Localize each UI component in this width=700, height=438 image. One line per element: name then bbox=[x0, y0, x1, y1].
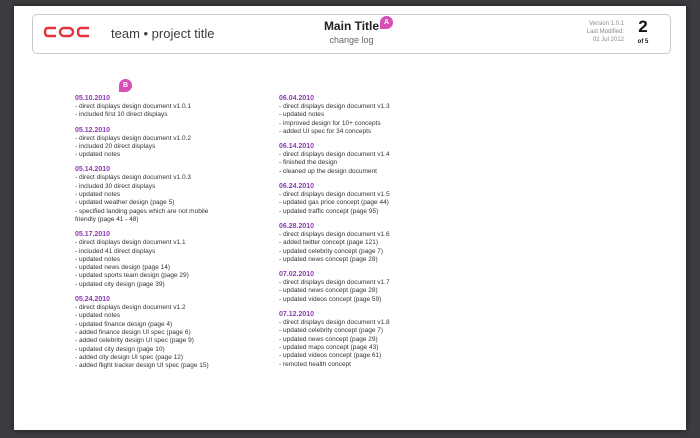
changelog-item: - updated notes bbox=[75, 255, 121, 263]
changelog-entry bbox=[279, 95, 474, 136]
changelog-item: - direct displays design document v1.0.2 bbox=[75, 134, 191, 142]
changelog-entry bbox=[75, 296, 270, 370]
changelog-item: - updated celebrity concept (page 7) bbox=[279, 327, 384, 335]
changelog-date: 05.14.2010 bbox=[75, 166, 111, 174]
last-modified-label: Last Modified: bbox=[586, 29, 624, 35]
last-modified-date: 02 Jul 2012 bbox=[592, 37, 624, 43]
changelog-item: - direct displays design document v1.4 bbox=[279, 151, 390, 159]
annotation-badge-a[interactable]: A bbox=[380, 16, 393, 29]
changelog-item: - updated videos concept (page 59) bbox=[279, 295, 382, 303]
changelog-item: - updated city design (page 10) bbox=[75, 345, 165, 353]
changelog-entry bbox=[279, 143, 474, 176]
page-total: of 5 bbox=[637, 39, 649, 45]
changelog-item: - updated notes bbox=[75, 312, 121, 320]
changelog-date: 05.24.2010 bbox=[75, 296, 111, 304]
changelog-column-left bbox=[75, 95, 270, 377]
changelog-item: - improved design for 10+ concepts bbox=[279, 119, 381, 127]
changelog-date: 06.28.2010 bbox=[279, 222, 315, 230]
changelog-item: - included first 10 direct displays bbox=[75, 111, 168, 119]
changelog-item: - included 20 direct displays bbox=[75, 142, 156, 150]
changelog-date: 05.17.2010 bbox=[75, 231, 111, 239]
changelog-entry bbox=[279, 311, 474, 369]
changelog-item: - added flight tracker design UI spec (page 15) bbox=[75, 362, 209, 370]
changelog-item: - updated weather design (page 5) bbox=[75, 199, 175, 207]
changelog-entry bbox=[279, 183, 474, 216]
changelog-column-right bbox=[279, 95, 474, 376]
changelog-item: - updated news concept (page 28) bbox=[279, 255, 378, 263]
changelog-item: - finished the design bbox=[279, 159, 338, 167]
changelog-entry bbox=[279, 223, 474, 264]
changelog-item: - updated notes bbox=[75, 191, 121, 199]
changelog-date: 06.04.2010 bbox=[279, 95, 315, 102]
page-header bbox=[32, 14, 671, 54]
changelog-item: - added twitter concept (page 121) bbox=[279, 239, 379, 247]
changelog-item: - direct displays design document v1.3 bbox=[279, 103, 390, 110]
changelog-item: - updated traffic concept (page 95) bbox=[279, 207, 379, 215]
changelog-date: 06.24.2010 bbox=[279, 183, 315, 191]
changelog-item: - cleaned up the design document bbox=[279, 167, 377, 175]
changelog-item: - added finance design UI spec (page 6) bbox=[75, 328, 191, 336]
subtitle: change log bbox=[329, 35, 374, 45]
version-label: Version 1.0.1 bbox=[588, 21, 624, 27]
changelog-item: - specified landing pages which are not mobile bbox=[75, 207, 209, 215]
document-page bbox=[14, 6, 686, 430]
changelog-item: - updated notes bbox=[75, 151, 121, 159]
changelog-entry bbox=[279, 271, 474, 304]
changelog-entry bbox=[75, 231, 270, 289]
changelog-item: - added city design UI spec (page 12) bbox=[75, 353, 184, 361]
changelog-item: friendly (page 41 - 48) bbox=[75, 215, 139, 223]
changelog-item: - added celebrity design UI spec (page 9) bbox=[75, 337, 194, 345]
changelog-item: - direct displays design document v1.8 bbox=[279, 319, 390, 327]
version-info bbox=[587, 20, 624, 44]
changelog-item: - updated sports team design (page 29) bbox=[75, 272, 189, 280]
changelog-entry bbox=[75, 95, 270, 120]
annotation-badge-b[interactable]: B bbox=[119, 79, 132, 92]
changelog-item: - updated news design (page 14) bbox=[75, 264, 171, 272]
changelog-item: - direct displays design document v1.7 bbox=[279, 279, 390, 287]
changelog-item: - updated celebrity concept (page 7) bbox=[279, 247, 384, 255]
changelog-item: - remoted health concept bbox=[279, 360, 351, 368]
changelog-item: - updated gas price concept (page 44) bbox=[279, 199, 389, 207]
main-title: Main Title bbox=[323, 19, 380, 33]
changelog-date: 05.10.2010 bbox=[75, 95, 111, 102]
changelog-item: - updated news concept (page 28) bbox=[279, 287, 378, 295]
changelog-item: - direct displays design document v1.0.3 bbox=[75, 174, 191, 182]
changelog-item: - updated news concept (page 29) bbox=[279, 335, 378, 343]
changelog-item: - updated city design (page 39) bbox=[75, 280, 165, 288]
changelog-date: 07.02.2010 bbox=[279, 271, 315, 279]
changelog-item: - updated videos concept (page 61) bbox=[279, 352, 382, 360]
changelog-date: 05.12.2010 bbox=[75, 126, 111, 134]
changelog-item: - included 41 direct displays bbox=[75, 247, 156, 255]
changelog-item: - direct displays design document v1.6 bbox=[279, 230, 390, 238]
page-number: 2 bbox=[638, 17, 648, 36]
changelog-item: - updated notes bbox=[279, 111, 325, 119]
changelog-item: - included 30 direct displays bbox=[75, 182, 156, 190]
changelog-item: - direct displays design document v1.0.1 bbox=[75, 103, 191, 110]
changelog-item: - added UI spec for 34 concepts bbox=[279, 127, 372, 135]
team-project-title: team • project title bbox=[111, 26, 215, 41]
changelog-item: - direct displays design document v1.1 bbox=[75, 239, 186, 247]
changelog-item: - direct displays design document v1.5 bbox=[279, 191, 390, 199]
changelog-item: - updated maps concept (page 43) bbox=[279, 343, 379, 351]
changelog-date: 07.12.2010 bbox=[279, 311, 315, 319]
changelog-entry bbox=[75, 127, 270, 160]
changelog-item: - updated finance design (page 4) bbox=[75, 320, 173, 328]
changelog-item: - direct displays design document v1.2 bbox=[75, 304, 186, 312]
changelog-date: 06.14.2010 bbox=[279, 143, 315, 151]
changelog-entry bbox=[75, 166, 270, 224]
